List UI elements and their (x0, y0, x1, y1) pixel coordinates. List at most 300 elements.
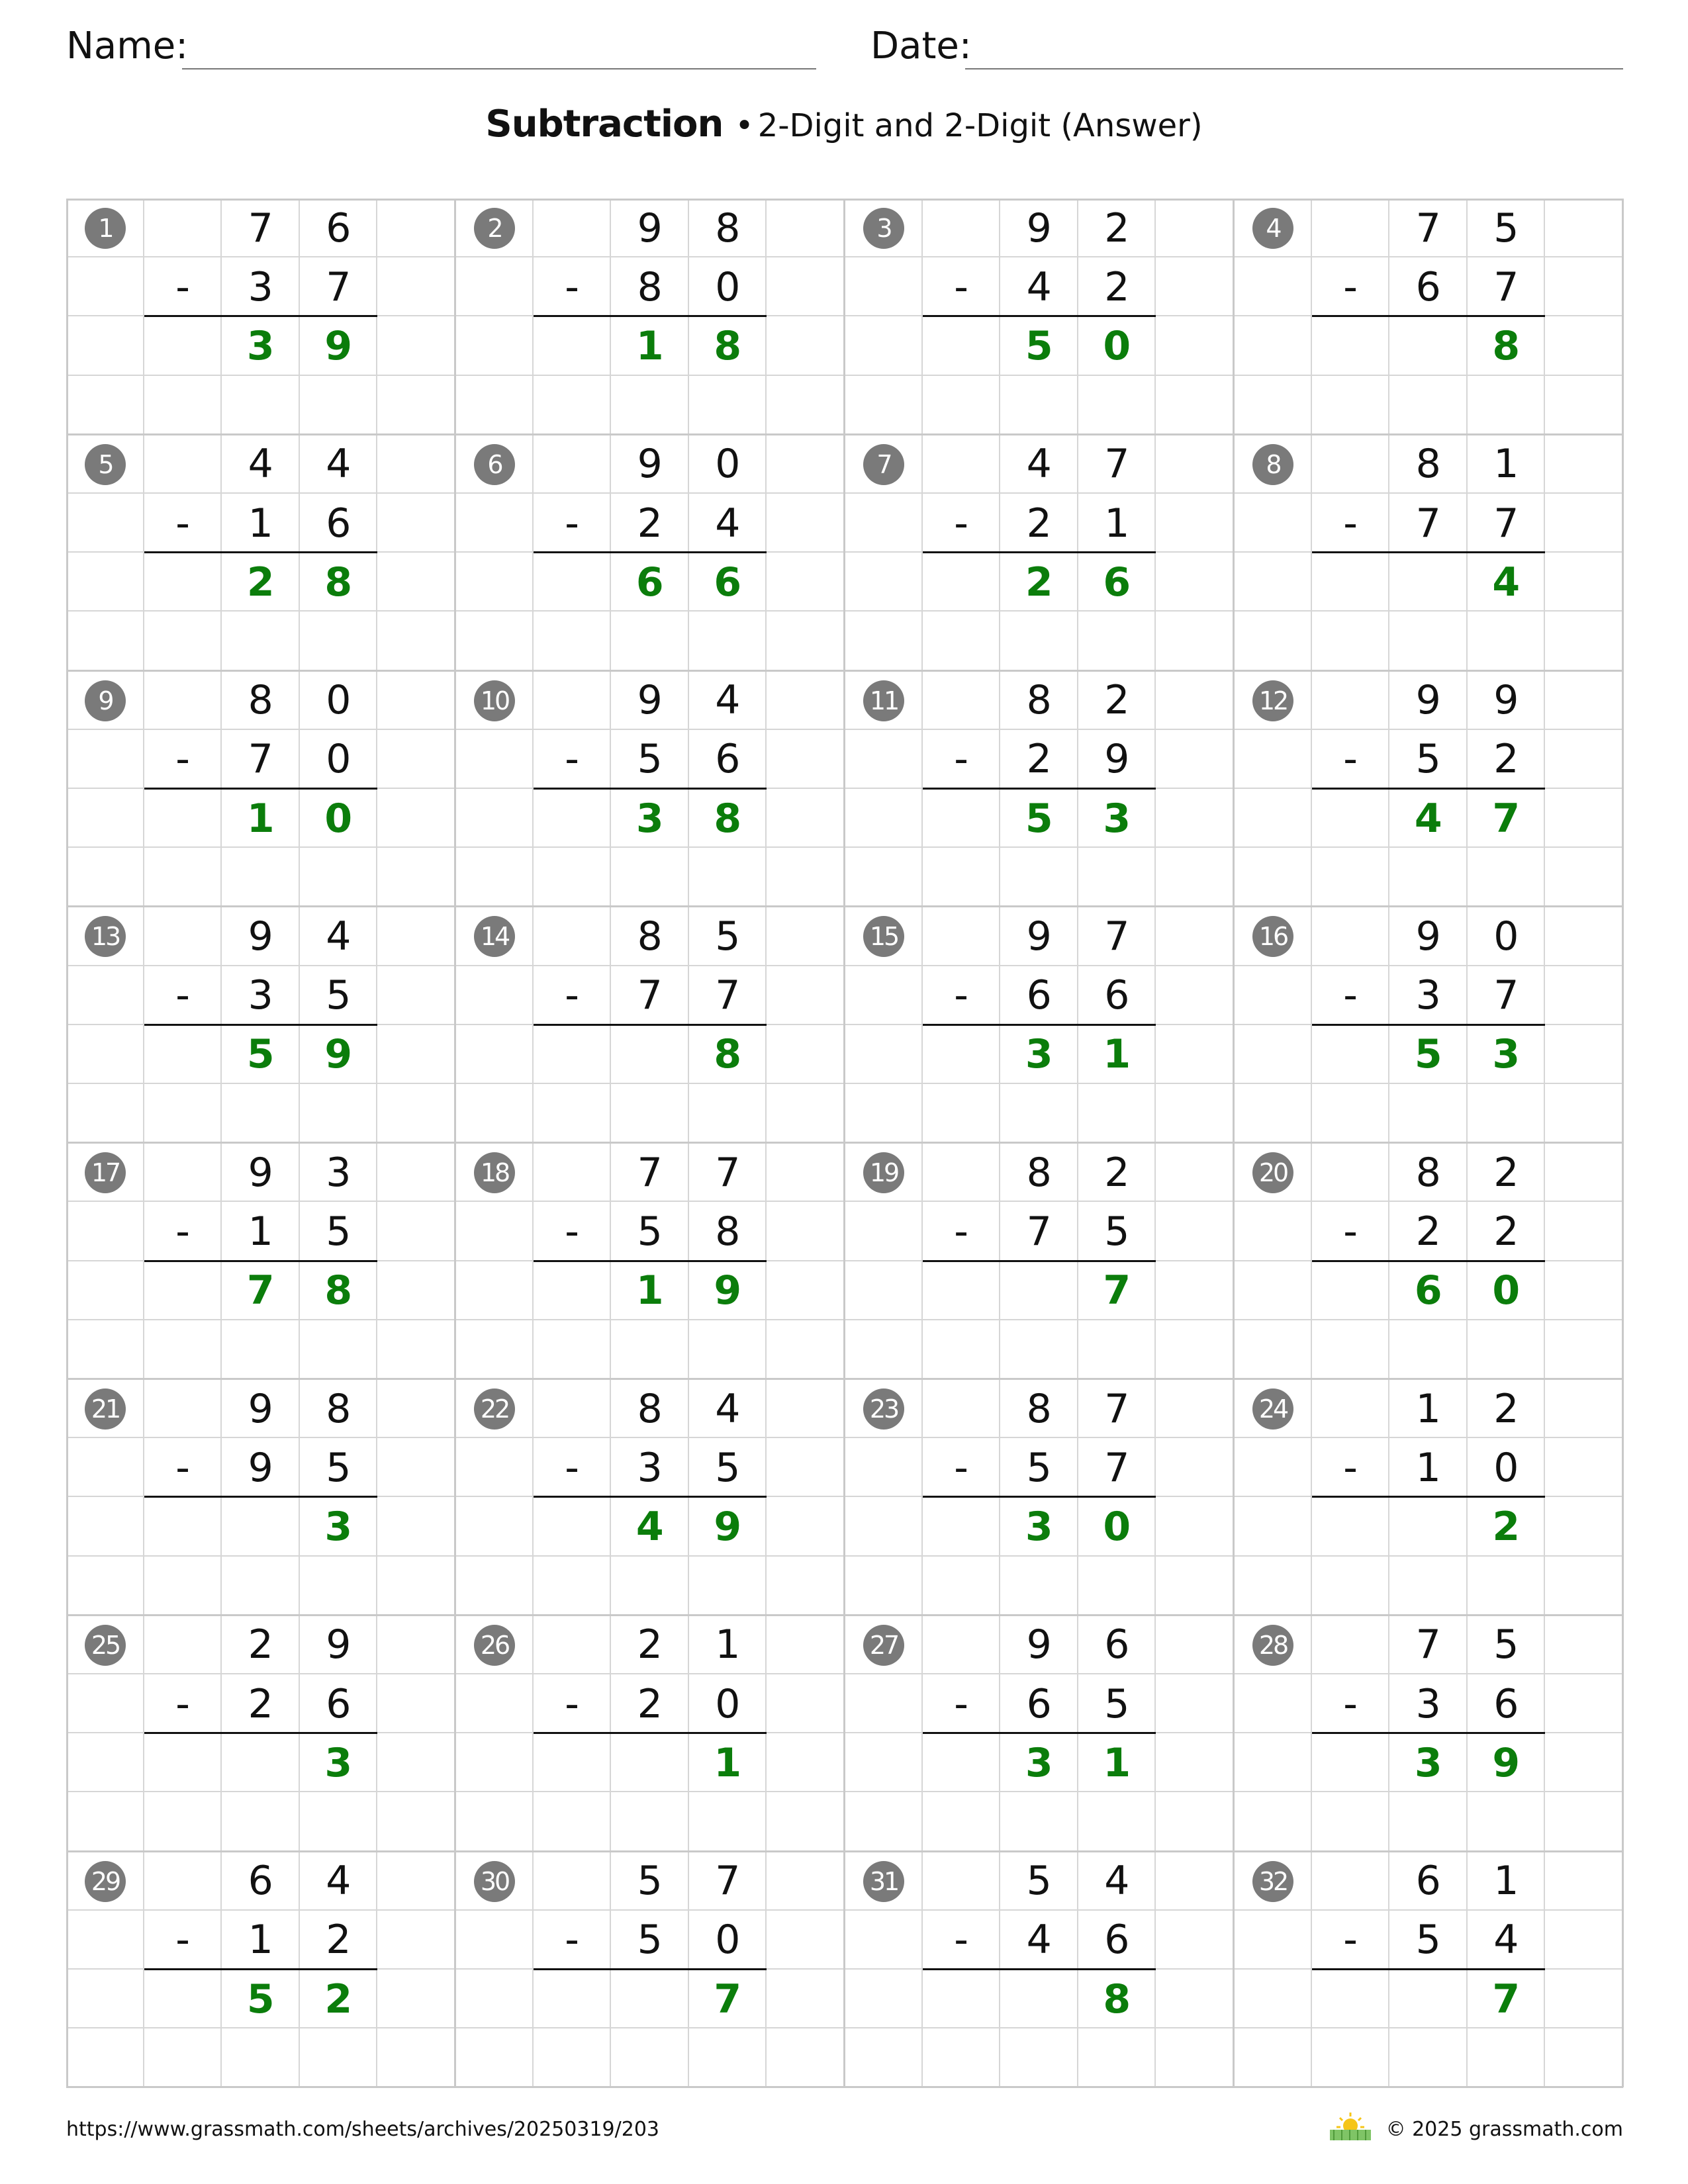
minuend-tens-digit: 9 (1415, 677, 1441, 724)
grid-cell (222, 612, 300, 670)
grid-cell (66, 1202, 144, 1261)
grid-cell (1468, 376, 1546, 435)
problem-number-badge: 8 (1252, 444, 1293, 485)
grid-cell (1312, 1084, 1390, 1143)
grid-cell (377, 435, 455, 494)
grid-cell (1545, 494, 1623, 553)
grid-cell (66, 1084, 144, 1143)
answer-rule-line (534, 1968, 767, 1970)
answer-rule-line (144, 788, 378, 790)
grid-cell (377, 199, 455, 257)
minus-sign: - (954, 1680, 968, 1727)
grid-cell (1156, 316, 1234, 375)
subtrahend-ones-digit: 6 (1493, 1680, 1519, 1727)
minuend-tens-digit: 8 (1026, 677, 1052, 724)
minuend-tens-digit: 7 (1415, 205, 1441, 251)
answer-rule-line (144, 1024, 378, 1026)
subtrahend-tens-digit: 9 (248, 1444, 273, 1491)
grid-cell (1312, 1143, 1390, 1202)
grid-cell (534, 1792, 612, 1851)
grid-cell (66, 1497, 144, 1556)
grid-cell (1545, 435, 1623, 494)
grid-cell (66, 789, 144, 848)
grid-cell (1545, 2028, 1623, 2087)
grid-cell (845, 2028, 923, 2087)
subtrahend-tens-digit: 2 (1415, 1208, 1441, 1255)
answer-tens-digit: 4 (1414, 795, 1442, 842)
worksheet-title (0, 103, 1688, 146)
subtrahend-ones-digit: 7 (715, 972, 741, 1019)
answer-ones-digit: 9 (1492, 1739, 1521, 1786)
grid-cell (767, 553, 845, 612)
minuend-ones-digit: 3 (326, 1149, 352, 1196)
minuend-tens-digit: 7 (1415, 1621, 1441, 1668)
problem-number-badge: 5 (85, 444, 126, 485)
grid-cell (377, 1261, 455, 1320)
grid-cell (66, 612, 144, 670)
grid-cell (1545, 1792, 1623, 1851)
grid-cell (1078, 1320, 1156, 1379)
minuend-ones-digit: 1 (715, 1621, 741, 1668)
grid-cell (1000, 376, 1078, 435)
minus-sign: - (565, 972, 579, 1019)
answer-tens-digit (1389, 553, 1467, 612)
answer-rule-line (534, 1732, 767, 1734)
minuend-tens-digit: 8 (1026, 1385, 1052, 1432)
answer-rule-line (923, 551, 1156, 553)
grid-cell (66, 1025, 144, 1084)
grid-cell (923, 1025, 1001, 1084)
grid-cell (534, 1379, 612, 1438)
grid-cell (767, 316, 845, 375)
grid-cell (377, 257, 455, 316)
answer-tens-digit: 3 (1025, 1503, 1053, 1550)
grid-cell (455, 1438, 534, 1497)
grid-cell (144, 1970, 222, 2028)
grid-cell (534, 1852, 612, 1911)
answer-rule-line (144, 1968, 378, 1970)
grid-cell (1545, 966, 1623, 1025)
problem-grid (66, 199, 1623, 2087)
minuend-ones-digit: 4 (715, 677, 741, 724)
grid-cell (300, 1084, 378, 1143)
minus-sign: - (175, 1208, 190, 1255)
answer-tens-digit: 1 (246, 795, 275, 842)
grid-cell (1312, 1557, 1390, 1615)
grid-cell (1000, 1792, 1078, 1851)
answer-tens-digit: 2 (246, 559, 275, 606)
grid-cell (1389, 612, 1468, 670)
grid-cell (1312, 789, 1390, 848)
problem-number-badge: 28 (1252, 1625, 1293, 1666)
subtrahend-ones-digit: 7 (1493, 500, 1519, 547)
minuend-ones-digit: 4 (326, 1858, 352, 1905)
subtrahend-ones-digit: 5 (326, 972, 352, 1019)
answer-tens-digit: 6 (635, 559, 664, 606)
grid-cell (1156, 1557, 1234, 1615)
grid-cell (845, 1025, 923, 1084)
grid-cell (1156, 376, 1234, 435)
grid-cell (534, 1320, 612, 1379)
minuend-tens-digit: 6 (1415, 1858, 1441, 1905)
grid-cell (144, 316, 222, 375)
subtrahend-tens-digit: 1 (1415, 1444, 1441, 1491)
grid-cell (377, 1143, 455, 1202)
grid-cell (923, 1379, 1001, 1438)
grid-cell (1156, 1438, 1234, 1497)
subtrahend-ones-digit: 2 (326, 1917, 352, 1964)
minus-sign: - (565, 1917, 579, 1964)
grid-cell (767, 1379, 845, 1438)
grid-cell (845, 1497, 923, 1556)
footer-copyright: © 2025 grassmath.com (1385, 2118, 1623, 2141)
minus-sign: - (565, 1444, 579, 1491)
grid-cell (1468, 1320, 1546, 1379)
grid-cell (845, 1674, 923, 1733)
minuend-tens-digit: 9 (637, 677, 663, 724)
subtrahend-ones-digit: 0 (715, 1917, 741, 1964)
grid-cell (923, 848, 1001, 907)
grid-cell (767, 907, 845, 966)
grid-cell (1234, 612, 1312, 670)
grid-cell (1156, 553, 1234, 612)
answer-tens-digit: 1 (635, 322, 664, 369)
grid-cell (689, 848, 767, 907)
minus-sign: - (954, 1917, 968, 1964)
grid-cell (1078, 612, 1156, 670)
problem-number-badge: 23 (863, 1388, 904, 1430)
minuend-tens-digit: 7 (248, 205, 273, 251)
answer-tens-digit: 3 (1025, 1031, 1053, 1078)
grid-cell (923, 612, 1001, 670)
grid-cell (222, 848, 300, 907)
answer-ones-digit: 3 (1492, 1031, 1521, 1078)
grid-cell (1312, 1320, 1390, 1379)
answer-ones-digit: 8 (1103, 1976, 1131, 2023)
grid-cell (845, 1970, 923, 2028)
grid-cell (767, 966, 845, 1025)
minuend-tens-digit: 2 (637, 1621, 663, 1668)
grid-cell (767, 494, 845, 553)
answer-tens-digit (222, 1733, 299, 1792)
grid-cell (1156, 1497, 1234, 1556)
subtrahend-tens-digit: 1 (248, 500, 273, 547)
problem-number-badge: 24 (1252, 1388, 1293, 1430)
grid-cell (611, 1084, 689, 1143)
subtrahend-ones-digit: 2 (1493, 736, 1519, 783)
grid-cell (1156, 1261, 1234, 1320)
grid-cell (144, 612, 222, 670)
subtrahend-ones-digit: 0 (1493, 1444, 1519, 1491)
grid-cell (1545, 199, 1623, 257)
grid-cell (923, 2028, 1001, 2087)
problem-number-badge: 1 (85, 208, 126, 249)
grid-cell (1234, 848, 1312, 907)
grid-cell (1312, 1379, 1390, 1438)
subtrahend-tens-digit: 5 (1415, 1917, 1441, 1964)
grid-cell (377, 1025, 455, 1084)
grid-cell (1234, 494, 1312, 553)
grid-cell (1234, 966, 1312, 1025)
grid-cell (1078, 2028, 1156, 2087)
grid-cell (66, 848, 144, 907)
title-main: Subtraction (485, 103, 724, 146)
grid-cell (377, 2028, 455, 2087)
grid-cell (1234, 1497, 1312, 1556)
grid-cell (1156, 1970, 1234, 2028)
minuend-ones-digit: 1 (1493, 1858, 1519, 1905)
grid-cell (1312, 316, 1390, 375)
minuend-ones-digit: 4 (326, 441, 352, 488)
problem-number-badge: 12 (1252, 680, 1293, 721)
subtrahend-tens-digit: 5 (1415, 736, 1441, 783)
grid-cell (1000, 848, 1078, 907)
answer-tens-digit: 1 (635, 1267, 664, 1314)
subtrahend-tens-digit: 7 (1415, 500, 1441, 547)
grid-cell (144, 907, 222, 966)
grid-cell (689, 1320, 767, 1379)
answer-tens-digit: 5 (246, 1031, 275, 1078)
subtrahend-tens-digit: 8 (637, 263, 663, 310)
problem-number-badge: 30 (474, 1861, 515, 1902)
subtrahend-tens-digit: 2 (1026, 500, 1052, 547)
subtrahend-ones-digit: 6 (326, 1680, 352, 1727)
grid-cell (1156, 1911, 1234, 1970)
grid-cell (455, 1202, 534, 1261)
grid-cell (377, 1970, 455, 2028)
grid-cell (923, 1733, 1001, 1792)
grid-cell (1234, 1792, 1312, 1851)
minus-sign: - (1343, 1917, 1358, 1964)
grid-cell (689, 612, 767, 670)
answer-rule-line (534, 1260, 767, 1262)
minuend-ones-digit: 2 (1104, 1149, 1130, 1196)
minuend-ones-digit: 0 (326, 677, 352, 724)
grid-cell (1234, 553, 1312, 612)
minus-sign: - (565, 500, 579, 547)
grid-cell (1234, 1320, 1312, 1379)
answer-ones-digit: 1 (714, 1739, 742, 1786)
subtrahend-ones-digit: 0 (326, 736, 352, 783)
grid-cell (455, 2028, 534, 2087)
answer-tens-digit (1000, 1261, 1078, 1320)
grid-cell (845, 730, 923, 789)
answer-tens-digit (222, 1497, 299, 1556)
grid-cell (923, 1615, 1001, 1674)
grid-cell (1234, 1202, 1312, 1261)
answer-tens-digit: 3 (246, 322, 275, 369)
grid-cell (923, 789, 1001, 848)
grid-cell (611, 612, 689, 670)
grid-cell (1468, 1084, 1546, 1143)
grid-cell (767, 612, 845, 670)
problem-number-badge: 4 (1252, 208, 1293, 249)
grid-cell (689, 2028, 767, 2087)
answer-tens-digit: 3 (635, 795, 664, 842)
problem-number-badge: 2 (474, 208, 515, 249)
minuend-ones-digit: 7 (715, 1858, 741, 1905)
answer-rule-line (923, 788, 1156, 790)
grid-cell (66, 257, 144, 316)
minuend-ones-digit: 0 (715, 441, 741, 488)
grid-cell (455, 1911, 534, 1970)
answer-rule-line (144, 1732, 378, 1734)
minuend-tens-digit: 9 (248, 1385, 273, 1432)
minus-sign: - (1343, 1444, 1358, 1491)
grid-cell (1545, 789, 1623, 848)
grid-cell (611, 1792, 689, 1851)
answer-ones-digit: 3 (324, 1739, 353, 1786)
minuend-tens-digit: 9 (248, 913, 273, 960)
grid-cell (767, 1674, 845, 1733)
minuend-tens-digit: 9 (1026, 913, 1052, 960)
grid-cell (222, 1320, 300, 1379)
grid-cell (1156, 1852, 1234, 1911)
footer-url: https://www.grassmath.com/sheets/archives/20250319/203 (66, 2118, 660, 2141)
grid-cell (845, 1733, 923, 1792)
subtrahend-ones-digit: 5 (1104, 1680, 1130, 1727)
answer-tens-digit: 3 (1414, 1739, 1442, 1786)
grid-cell (377, 612, 455, 670)
answer-rule-line (144, 1260, 378, 1262)
minus-sign: - (175, 500, 190, 547)
answer-ones-digit: 1 (1103, 1031, 1131, 1078)
subtrahend-tens-digit: 6 (1026, 1680, 1052, 1727)
grid-cell (767, 1084, 845, 1143)
grid-cell (66, 494, 144, 553)
grid-cell (611, 1320, 689, 1379)
grid-cell (1389, 2028, 1468, 2087)
grid-cell (534, 1261, 612, 1320)
grid-cell (1234, 1557, 1312, 1615)
grid-cell (767, 1320, 845, 1379)
minuend-ones-digit: 9 (1493, 677, 1519, 724)
grid-cell (1312, 199, 1390, 257)
name-label: Name: (66, 24, 189, 68)
grid-cell (1156, 966, 1234, 1025)
grid-cell (455, 1674, 534, 1733)
minus-sign: - (1343, 736, 1358, 783)
grid-cell (1468, 2028, 1546, 2087)
grid-cell (923, 316, 1001, 375)
grid-cell (1312, 376, 1390, 435)
grid-cell (1545, 1202, 1623, 1261)
grid-cell (845, 553, 923, 612)
minus-sign: - (954, 263, 968, 310)
grid-cell (1234, 1084, 1312, 1143)
grid-cell (1389, 1792, 1468, 1851)
grid-cell (1000, 2028, 1078, 2087)
grid-cell (1389, 1320, 1468, 1379)
answer-tens-digit (1389, 1970, 1467, 2028)
grid-cell (611, 848, 689, 907)
grid-cell (377, 966, 455, 1025)
grid-cell (1545, 730, 1623, 789)
grid-cell (144, 1733, 222, 1792)
minus-sign: - (1343, 1208, 1358, 1255)
grid-cell (1078, 1792, 1156, 1851)
grid-cell (923, 1557, 1001, 1615)
grid-cell (66, 730, 144, 789)
grid-cell (1312, 2028, 1390, 2087)
grid-cell (923, 1320, 1001, 1379)
grid-cell (144, 848, 222, 907)
answer-rule-line (534, 1024, 767, 1026)
grid-cell (845, 1261, 923, 1320)
grid-cell (1078, 376, 1156, 435)
answer-ones-digit: 8 (324, 1267, 353, 1314)
grid-cell (767, 257, 845, 316)
grid-cell (534, 2028, 612, 2087)
subtrahend-tens-digit: 2 (248, 1680, 273, 1727)
name-underline (182, 68, 816, 69)
grid-cell (455, 1970, 534, 2028)
minuend-ones-digit: 5 (1493, 205, 1519, 251)
minus-sign: - (954, 1208, 968, 1255)
minus-sign: - (175, 972, 190, 1019)
grid-cell (767, 199, 845, 257)
grid-cell (222, 1557, 300, 1615)
answer-ones-digit: 7 (1103, 1267, 1131, 1314)
grid-cell (1312, 1852, 1390, 1911)
minuend-tens-digit: 4 (1026, 441, 1052, 488)
grid-cell (534, 1733, 612, 1792)
minuend-tens-digit: 9 (1415, 913, 1441, 960)
grid-cell (144, 553, 222, 612)
grid-cell (300, 1792, 378, 1851)
grid-cell (767, 1438, 845, 1497)
minuend-ones-digit: 4 (1104, 1858, 1130, 1905)
problem-number-badge: 26 (474, 1625, 515, 1666)
grid-cell (1156, 1792, 1234, 1851)
answer-ones-digit: 7 (1492, 795, 1521, 842)
grid-cell (689, 1557, 767, 1615)
grid-cell (1156, 1379, 1234, 1438)
answer-rule-line (923, 1496, 1156, 1498)
minus-sign: - (175, 1917, 190, 1964)
minuend-ones-digit: 5 (715, 913, 741, 960)
grid-cell (534, 376, 612, 435)
grid-cell (66, 1970, 144, 2028)
grid-cell (377, 1674, 455, 1733)
grid-cell (1312, 435, 1390, 494)
grid-cell (1545, 1674, 1623, 1733)
minuend-ones-digit: 4 (326, 913, 352, 960)
grid-cell (767, 1792, 845, 1851)
answer-rule-line (1312, 1024, 1546, 1026)
grass-sun-logo-icon (1327, 2110, 1374, 2142)
grid-cell (1234, 376, 1312, 435)
minuend-tens-digit: 9 (1026, 1621, 1052, 1668)
minuend-tens-digit: 8 (637, 1385, 663, 1432)
grid-cell (1156, 671, 1234, 730)
grid-cell (144, 376, 222, 435)
minuend-tens-digit: 2 (248, 1621, 273, 1668)
grid-cell (1545, 1438, 1623, 1497)
grid-cell (1156, 1615, 1234, 1674)
minus-sign: - (175, 736, 190, 783)
answer-rule-line (1312, 551, 1546, 553)
grid-cell (845, 1792, 923, 1851)
grid-cell (1545, 1320, 1623, 1379)
answer-ones-digit: 2 (1492, 1503, 1521, 1550)
minuend-ones-digit: 8 (326, 1385, 352, 1432)
grid-cell (377, 1084, 455, 1143)
answer-tens-digit: 5 (246, 1976, 275, 2023)
minuend-ones-digit: 7 (1104, 913, 1130, 960)
grid-cell (300, 1557, 378, 1615)
answer-ones-digit: 4 (1492, 559, 1521, 606)
